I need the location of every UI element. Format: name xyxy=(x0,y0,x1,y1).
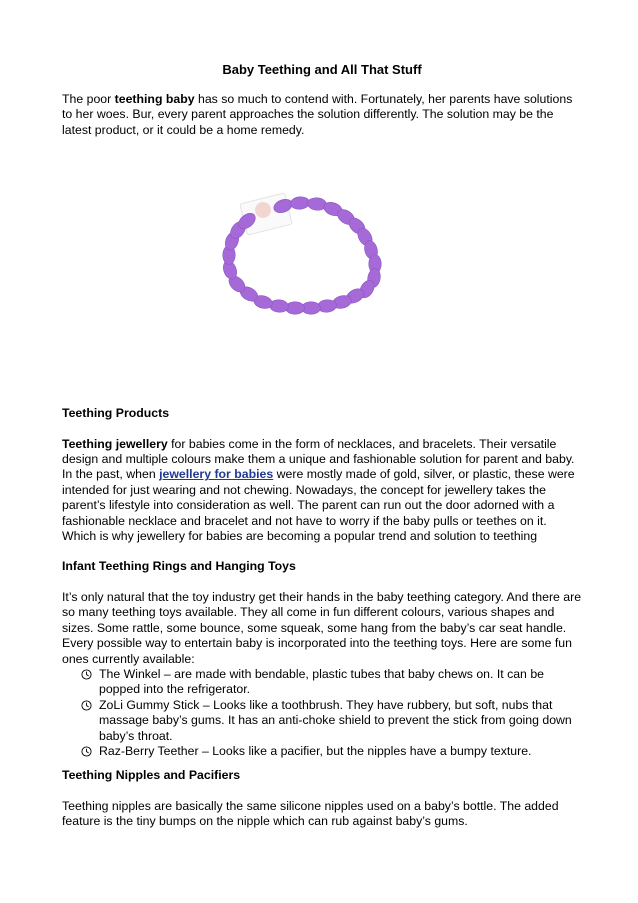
jewellery-for-babies-link[interactable]: jewellery for babies xyxy=(159,467,274,482)
rings-heading: Infant Teething Rings and Hanging Toys xyxy=(62,559,296,574)
list-item-text: The Winkel – are made with bendable, plastic tubes that baby chews on. It can be popped into the refrigerator. xyxy=(99,666,544,697)
clock-bullet-icon xyxy=(81,700,92,711)
document-page xyxy=(62,62,582,830)
list-item xyxy=(81,667,582,698)
products-heading: Teething Products xyxy=(62,406,170,421)
products-paragraph xyxy=(62,437,582,545)
products-text-1: for babies come in the form of necklaces, and bracelets. Their versatile design and multiple colours make them a unique and fashionable solution for parent and baby. In the past, when xyxy=(62,436,575,482)
products-bold-term: Teething jewellery xyxy=(62,436,168,451)
list-item xyxy=(81,744,582,759)
intro-text-end: has so much to contend with. Fortunately, her parents have solutions to her woes. Bur, every parent approaches the solution differently. The solution may be the latest product, or it could be a home remedy. xyxy=(62,92,573,137)
clock-bullet-icon xyxy=(81,669,92,680)
list-item-text: Raz-Berry Teether – Looks like a pacifier, but the nipples have a bumpy texture. xyxy=(99,743,532,758)
clock-bullet-icon xyxy=(81,746,92,757)
document-title: Baby Teething and All That Stuff xyxy=(222,62,422,77)
intro-bold-term: teething baby xyxy=(114,92,195,106)
necklace-bead xyxy=(290,196,310,210)
list-item-text: ZoLi Gummy Stick – Looks like a toothbrush. They have rubbery, but soft, nubs that massage baby’s gums. It has an anti-choke shield to prevent the stick from going down baby’s throat. xyxy=(99,697,572,743)
products-text-2: were mostly made of gold, silver, or plastic, these were intended for just wearing and not chewing. Nowadays, the concept for jewellery takes the parent’s lifestyle into consideration as well. The parent can run out the door adorned with a fashionable necklace and bracelet and not have to worry if the baby pulls or teethes on it. Which is why jewellery for babies are becoming a popular trend and solution to teething xyxy=(62,467,575,544)
nipples-heading: Teething Nipples and Pacifiers xyxy=(62,768,241,783)
nipples-paragraph: Teething nipples are basically the same silicone nipples used on a baby’s bottle. The added feature is the tiny bumps on the nipple which can rub against baby’s gums. xyxy=(62,798,559,829)
teething-necklace-image xyxy=(205,190,395,330)
intro-paragraph xyxy=(62,92,582,138)
toys-list xyxy=(62,667,582,759)
intro-text-start: The poor xyxy=(62,92,115,106)
list-item xyxy=(81,698,582,744)
rings-paragraph: It’s only natural that the toy industry get their hands in the baby teething category. And there are so many teething toys available. They all come in fun different colours, various shapes and sizes. Some rattle, some bounce, some squeak, some hang from the baby’s car seat handle. Every possible way to entertain baby is incorporated into the teething toys. Here are some fun ones currently available: xyxy=(62,589,582,666)
